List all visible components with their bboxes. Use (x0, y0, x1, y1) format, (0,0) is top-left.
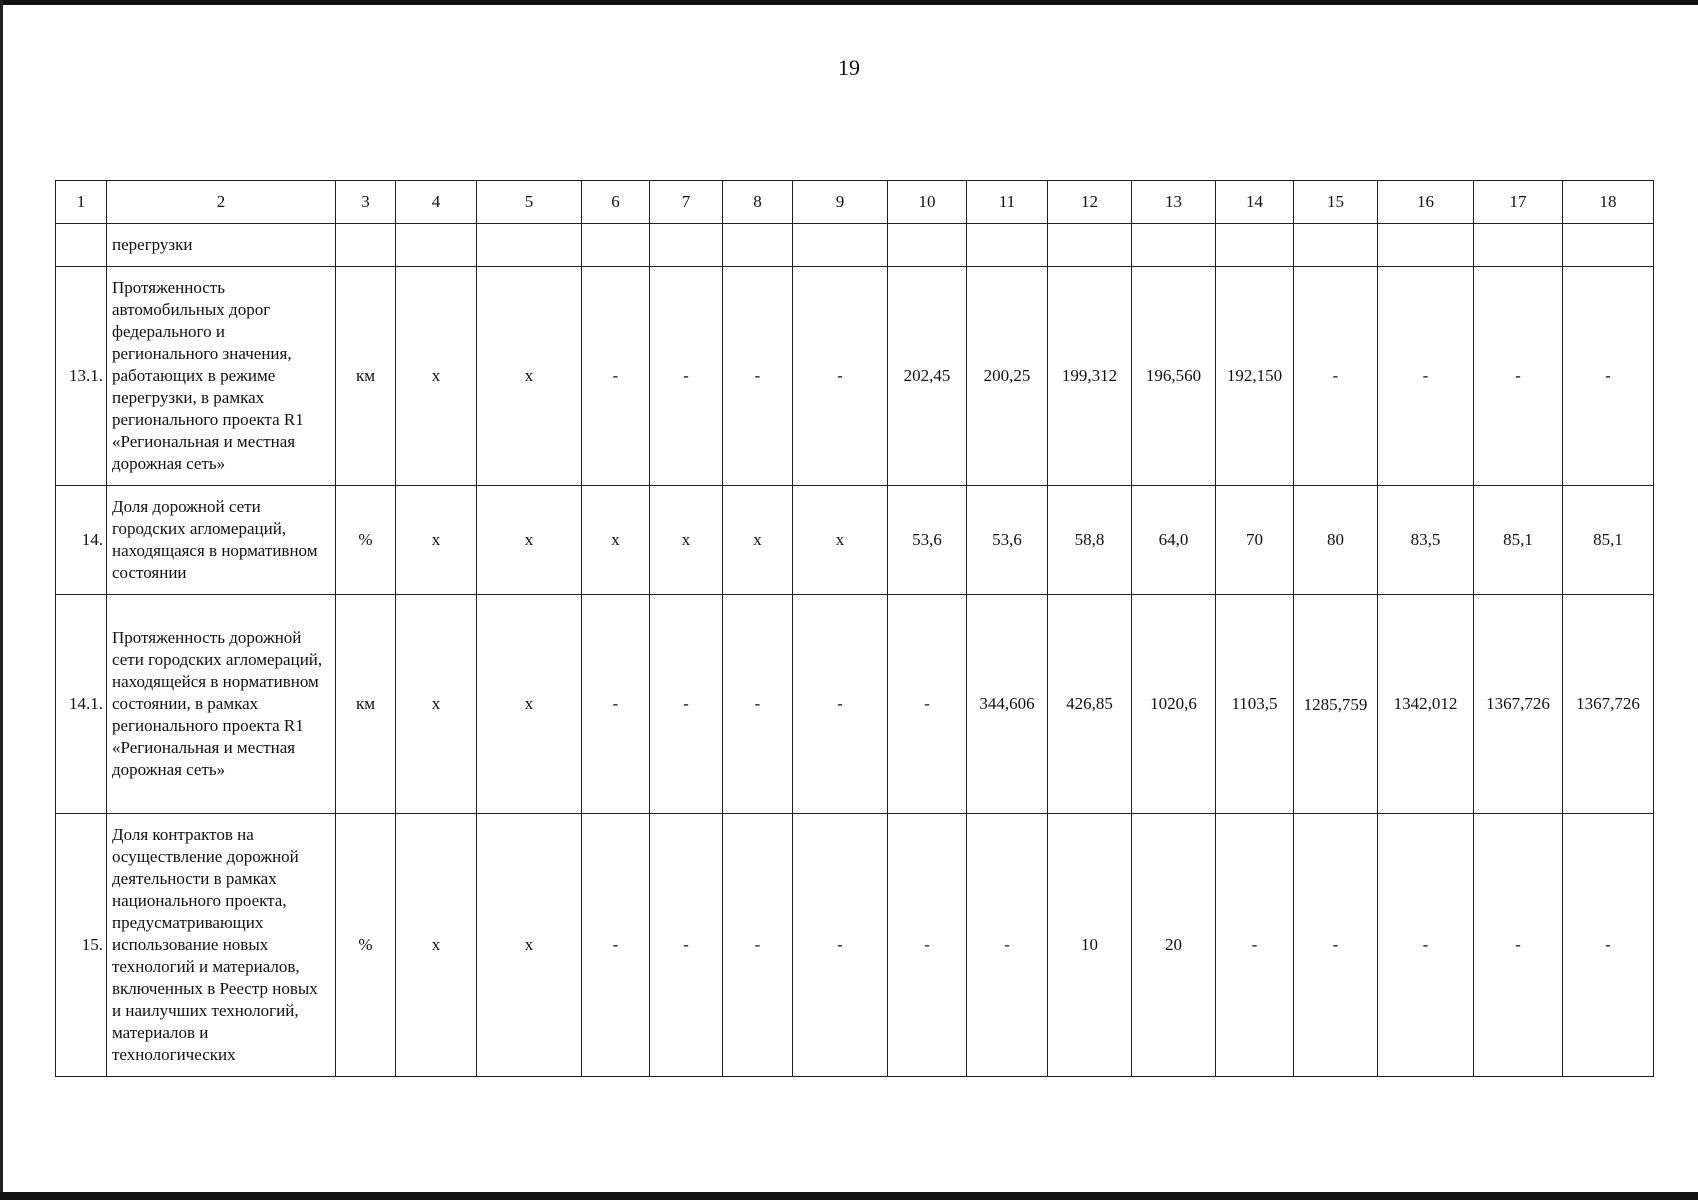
value-cell: - (1216, 814, 1294, 1077)
value-cell: - (793, 814, 888, 1077)
value-cell: 344,606 (967, 595, 1048, 814)
table-row (56, 595, 1654, 814)
value-cell: 85,1 (1474, 486, 1563, 595)
value-cell: 1367,726 (1563, 595, 1654, 814)
value-cell: 1285,759 (1294, 595, 1378, 814)
value-cell: х (477, 814, 582, 1077)
value-cell: - (1294, 267, 1378, 486)
value-cell (888, 224, 967, 267)
column-number: 18 (1563, 181, 1654, 224)
value-cell: - (650, 267, 723, 486)
column-number: 14 (1216, 181, 1294, 224)
value-cell: 53,6 (967, 486, 1048, 595)
column-number: 8 (723, 181, 793, 224)
value-cell: - (1378, 267, 1474, 486)
value-cell: - (723, 267, 793, 486)
unit-cell: % (336, 486, 396, 595)
value-cell (1378, 224, 1474, 267)
table-row (56, 814, 1654, 1077)
column-number: 7 (650, 181, 723, 224)
value-cell: - (1378, 814, 1474, 1077)
value-cell (1474, 224, 1563, 267)
scan-edge-top (0, 0, 1698, 5)
scan-edge-bottom (0, 1192, 1698, 1200)
column-number: 15 (1294, 181, 1378, 224)
value-cell: х (793, 486, 888, 595)
column-number: 9 (793, 181, 888, 224)
value-cell: х (723, 486, 793, 595)
value-cell: 1367,726 (1474, 595, 1563, 814)
value-cell: 64,0 (1132, 486, 1216, 595)
value-cell (477, 224, 582, 267)
value-cell: х (477, 595, 582, 814)
value-cell: - (582, 814, 650, 1077)
column-number: 10 (888, 181, 967, 224)
value-cell (1563, 224, 1654, 267)
value-cell: - (888, 814, 967, 1077)
value-cell: х (477, 486, 582, 595)
value-cell: 200,25 (967, 267, 1048, 486)
value-cell: 196,560 (1132, 267, 1216, 486)
value-cell: - (723, 814, 793, 1077)
value-cell: - (1294, 814, 1378, 1077)
row-number: 14. (56, 486, 107, 595)
value-cell: 20 (1132, 814, 1216, 1077)
value-cell (793, 224, 888, 267)
column-number: 12 (1048, 181, 1132, 224)
value-cell: 83,5 (1378, 486, 1474, 595)
indicator-name: перегрузки (107, 224, 336, 267)
unit-cell: км (336, 267, 396, 486)
value-cell (1132, 224, 1216, 267)
column-number: 17 (1474, 181, 1563, 224)
value-cell (1216, 224, 1294, 267)
value-cell: х (396, 267, 477, 486)
value-cell: 202,45 (888, 267, 967, 486)
value-cell: - (967, 814, 1048, 1077)
value-cell: - (1474, 814, 1563, 1077)
value-cell (723, 224, 793, 267)
column-number: 16 (1378, 181, 1474, 224)
indicator-name: Доля дорожной сети городских агломераций, находящаяся в нормативном состоянии (107, 486, 336, 595)
value-cell: - (650, 814, 723, 1077)
column-number: 5 (477, 181, 582, 224)
column-number: 11 (967, 181, 1048, 224)
column-number: 13 (1132, 181, 1216, 224)
value-cell: х (582, 486, 650, 595)
value-cell: - (1563, 267, 1654, 486)
column-number: 2 (107, 181, 336, 224)
row-number: 13.1. (56, 267, 107, 486)
unit-cell: % (336, 814, 396, 1077)
value-cell: - (650, 595, 723, 814)
row-number (56, 224, 107, 267)
value-cell: 80 (1294, 486, 1378, 595)
indicators-table (55, 180, 1654, 1077)
value-cell (1048, 224, 1132, 267)
value-cell (967, 224, 1048, 267)
value-cell: 192,150 (1216, 267, 1294, 486)
value-cell: - (582, 595, 650, 814)
page-number: 19 (838, 55, 860, 80)
value-cell: 53,6 (888, 486, 967, 595)
value-cell: х (477, 267, 582, 486)
value-cell: 1020,6 (1132, 595, 1216, 814)
column-number: 6 (582, 181, 650, 224)
value-cell: 58,8 (1048, 486, 1132, 595)
value-cell: х (396, 486, 477, 595)
row-number: 15. (56, 814, 107, 1077)
value-cell: 199,312 (1048, 267, 1132, 486)
value-cell: - (582, 267, 650, 486)
unit-cell (336, 224, 396, 267)
value-cell: - (888, 595, 967, 814)
indicator-name: Протяженность дорожной сети городских агломераций, находящейся в нормативном состоянии, в рамках регионального проекта R1 «Региональная и местная дорожная сеть» (107, 595, 336, 814)
value-cell: - (793, 267, 888, 486)
value-cell: 85,1 (1563, 486, 1654, 595)
unit-cell: км (336, 595, 396, 814)
value-cell: 10 (1048, 814, 1132, 1077)
value-cell: - (1563, 814, 1654, 1077)
table-row (56, 224, 1654, 267)
value-cell: - (1474, 267, 1563, 486)
value-cell: х (650, 486, 723, 595)
value-cell: 1103,5 (1216, 595, 1294, 814)
column-number: 3 (336, 181, 396, 224)
table-row (56, 267, 1654, 486)
value-cell (1294, 224, 1378, 267)
column-number-row (56, 181, 1654, 224)
value-cell (582, 224, 650, 267)
value-cell: х (396, 595, 477, 814)
value-cell: 426,85 (1048, 595, 1132, 814)
row-number: 14.1. (56, 595, 107, 814)
scan-edge-left (0, 0, 3, 1200)
column-number: 4 (396, 181, 477, 224)
value-cell: 1342,012 (1378, 595, 1474, 814)
table-row (56, 486, 1654, 595)
column-number: 1 (56, 181, 107, 224)
value-cell: 70 (1216, 486, 1294, 595)
value-cell: - (793, 595, 888, 814)
indicator-name: Доля контрактов на осуществление дорожной деятельности в рамках национального проекта, предусматривающих использование новых технологий и материалов, включенных в Реестр новых и наилучших технологий, материалов и технологических (107, 814, 336, 1077)
indicator-name: Протяженность автомобильных дорог федерального и регионального значения, работающих в режиме перегрузки, в рамках регионального проекта R1 «Региональная и местная дорожная сеть» (107, 267, 336, 486)
value-cell (650, 224, 723, 267)
value-cell (396, 224, 477, 267)
value-cell: х (396, 814, 477, 1077)
value-cell: - (723, 595, 793, 814)
